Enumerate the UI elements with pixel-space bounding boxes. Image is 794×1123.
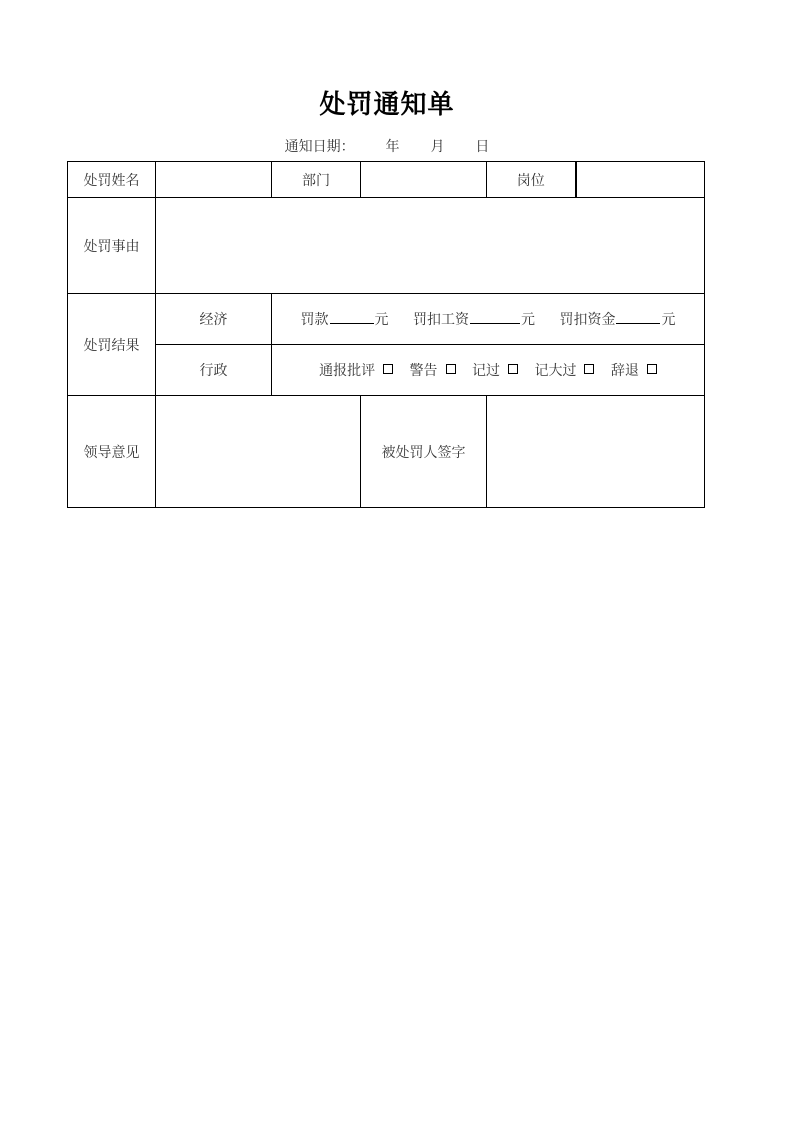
option-criticism-label: 通报批评 (319, 363, 376, 379)
leader-opinion-label: 领导意见 (68, 396, 156, 508)
option-demerit (472, 360, 518, 380)
deduct-bonus-unit: 元 (661, 312, 676, 328)
option-major-demerit-label: 记大过 (534, 363, 577, 379)
criticism-checkbox[interactable] (383, 364, 393, 374)
option-dismissal-label: 辞退 (610, 363, 639, 379)
position-field[interactable] (576, 162, 705, 198)
deduct-salary-unit: 元 (521, 312, 535, 328)
signature-label: 被处罚人签字 (361, 396, 487, 508)
deduct-salary-label: 罚扣工资 (413, 312, 469, 328)
notice-date-label: 通知日期： (284, 139, 355, 155)
year-label: 年 (385, 139, 400, 155)
admin-penalty-cell (272, 345, 705, 396)
day-label: 日 (475, 139, 490, 155)
option-warning (410, 360, 456, 380)
option-dismissal (611, 360, 657, 380)
option-warning-label: 警告 (409, 363, 438, 379)
position-label: 岗位 (487, 162, 576, 198)
notice-date-line (0, 136, 774, 156)
fine-amount-blank[interactable] (330, 309, 374, 324)
name-field[interactable] (156, 162, 272, 198)
reason-field[interactable] (156, 198, 705, 294)
deduct-bonus-label: 罚扣资金 (559, 312, 616, 328)
name-label: 处罚姓名 (68, 162, 156, 198)
penalty-form-table (67, 161, 705, 508)
dismissal-checkbox[interactable] (647, 364, 657, 374)
option-criticism (319, 360, 393, 380)
deduct-salary-amount-blank[interactable] (470, 309, 520, 324)
page-title: 处罚通知单 (319, 90, 455, 120)
fine-unit: 元 (374, 312, 389, 328)
demerit-checkbox[interactable] (508, 364, 518, 374)
deduct-bonus-item (559, 309, 675, 329)
major-demerit-checkbox[interactable] (584, 364, 594, 374)
economic-penalty-cell (272, 294, 705, 345)
option-major-demerit (534, 360, 594, 380)
department-label: 部门 (272, 162, 361, 198)
deduct-salary-item (413, 309, 535, 329)
economic-label: 经济 (156, 294, 272, 345)
fine-item (301, 309, 389, 329)
result-label: 处罚结果 (68, 294, 156, 396)
leader-opinion-field[interactable] (156, 396, 361, 508)
reason-label: 处罚事由 (68, 198, 156, 294)
option-demerit-label: 记过 (472, 363, 500, 379)
warning-checkbox[interactable] (446, 364, 456, 374)
fine-label: 罚款 (300, 312, 329, 328)
month-label: 月 (430, 139, 445, 155)
deduct-bonus-amount-blank[interactable] (616, 309, 660, 324)
signature-field[interactable] (487, 396, 705, 508)
department-field[interactable] (361, 162, 487, 198)
admin-label: 行政 (156, 345, 272, 396)
